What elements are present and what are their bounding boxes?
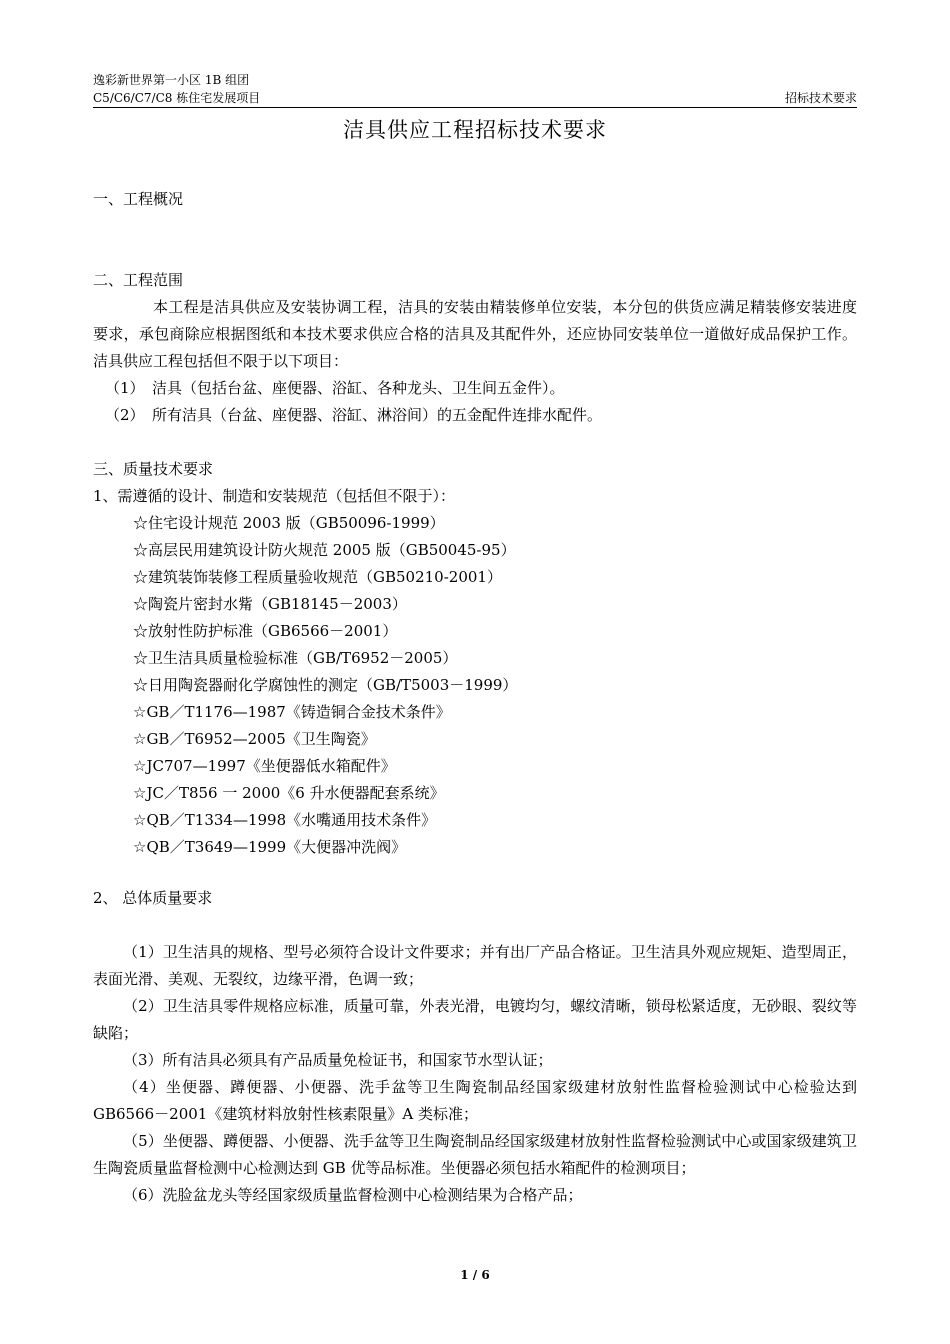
standard-item: ☆建筑装饰装修工程质量验收规范（GB50210-2001） [133,568,502,586]
standards-list [93,510,857,861]
section-3-sub1: 1、需遵循的设计、制造和安装规范（包括但不限于）： [93,487,456,505]
standard-item: ☆GB／T6952—2005《卫生陶瓷》 [133,730,376,748]
document-title: 洁具供应工程招标技术要求 [343,118,607,142]
requirement-item: （2）卫生洁具零件规格应标准，质量可靠，外表光滑，电镀均匀，螺纹清晰，锁母松紧适度，无砂眼、裂纹等缺陷； [93,997,857,1042]
standard-item: ☆GB／T1176—1987《铸造铜合金技术条件》 [133,703,451,721]
standard-item: ☆住宅设计规范 2003 版（GB50096-1999） [133,514,445,532]
section-2-paragraph: 本工程是洁具供应及安装协调工程，洁具的安装由精装修单位安装，本分包的供货应满足精装修安装进度要求，承包商除应根据图纸和本技术要求供应合格的洁具及其配件外，还应协同安装单位一道做好成品保护工作。洁具供应工程包括但不限于以下项目： [93,298,857,370]
standard-item: ☆QB／T3649—1999《大便器冲洗阀》 [133,838,407,856]
header-left [93,71,260,107]
header-rule [93,107,857,108]
standard-item: ☆卫生洁具质量检验标准（GB/T6952－2005） [133,649,458,667]
standard-item: ☆高层民用建筑设计防火规范 2005 版（GB50045-95） [133,541,516,559]
standard-item: ☆放射性防护标准（GB6566－2001） [133,622,398,640]
section-3-sub2: 2、 总体质量要求 [93,889,213,907]
standard-item: ☆QB／T1334—1998《水嘴通用技术条件》 [133,811,437,829]
requirement-item: （4）坐便器、蹲便器、小便器、洗手盆等卫生陶瓷制品经国家级建材放射性监督检验测试中心检验达到 GB6566－2001《建筑材料放射性核素限量》A 类标准； [93,1078,857,1123]
requirement-item: （1）卫生洁具的规格、型号必须符合设计文件要求；并有出厂产品合格证。卫生洁具外观应规矩、造型周正，表面光滑、美观、无裂纹，边缘平滑，色调一致； [93,943,857,988]
standard-item: ☆JC／T856 一 2000《6 升水便器配套系统》 [133,784,445,802]
section-3-heading: 三、质量技术要求 [93,460,214,478]
section-1-heading: 一、工程概况 [93,190,184,208]
requirement-item: （6）洗脸盆龙头等经国家级质量监督检测中心检测结果为合格产品； [123,1186,583,1204]
requirement-item: （5）坐便器、蹲便器、小便器、洗手盆等卫生陶瓷制品经国家级建材放射性监督检验测试中心或国家级建筑卫生陶瓷质量监督检测中心检测达到 GB 优等品标准。坐便器必须包括水箱配件的检测项目； [93,1132,857,1177]
page-number: 1 / 6 [460,1268,490,1282]
requirement-item: （3）所有洁具必须具有产品质量免检证书，和国家节水型认证； [123,1051,553,1069]
scope-item: （1） 洁具（包括台盆、座便器、浴缸、各种龙头、卫生间五金件）。 [105,379,565,397]
requirements-list [93,939,857,1209]
header-project-line1: 逸彩新世界第一小区 1B 组团 [93,73,250,87]
standard-item: ☆陶瓷片密封水觜（GB18145－2003） [133,595,407,613]
scope-item: （2） 所有洁具（台盆、座便器、浴缸、淋浴间）的五金配件连排水配件。 [105,406,603,424]
header-project-line2: C5/C6/C7/C8 栋住宅发展项目 [93,91,261,105]
header-doc-type: 招标技术要求 [784,91,857,105]
section-2-heading: 二、工程范围 [93,271,184,289]
standard-item: ☆日用陶瓷器耐化学腐蚀性的测定（GB/T5003－1999） [133,676,518,694]
document-body [93,186,857,1209]
standard-item: ☆JC707—1997《坐便器低水箱配件》 [133,757,396,775]
